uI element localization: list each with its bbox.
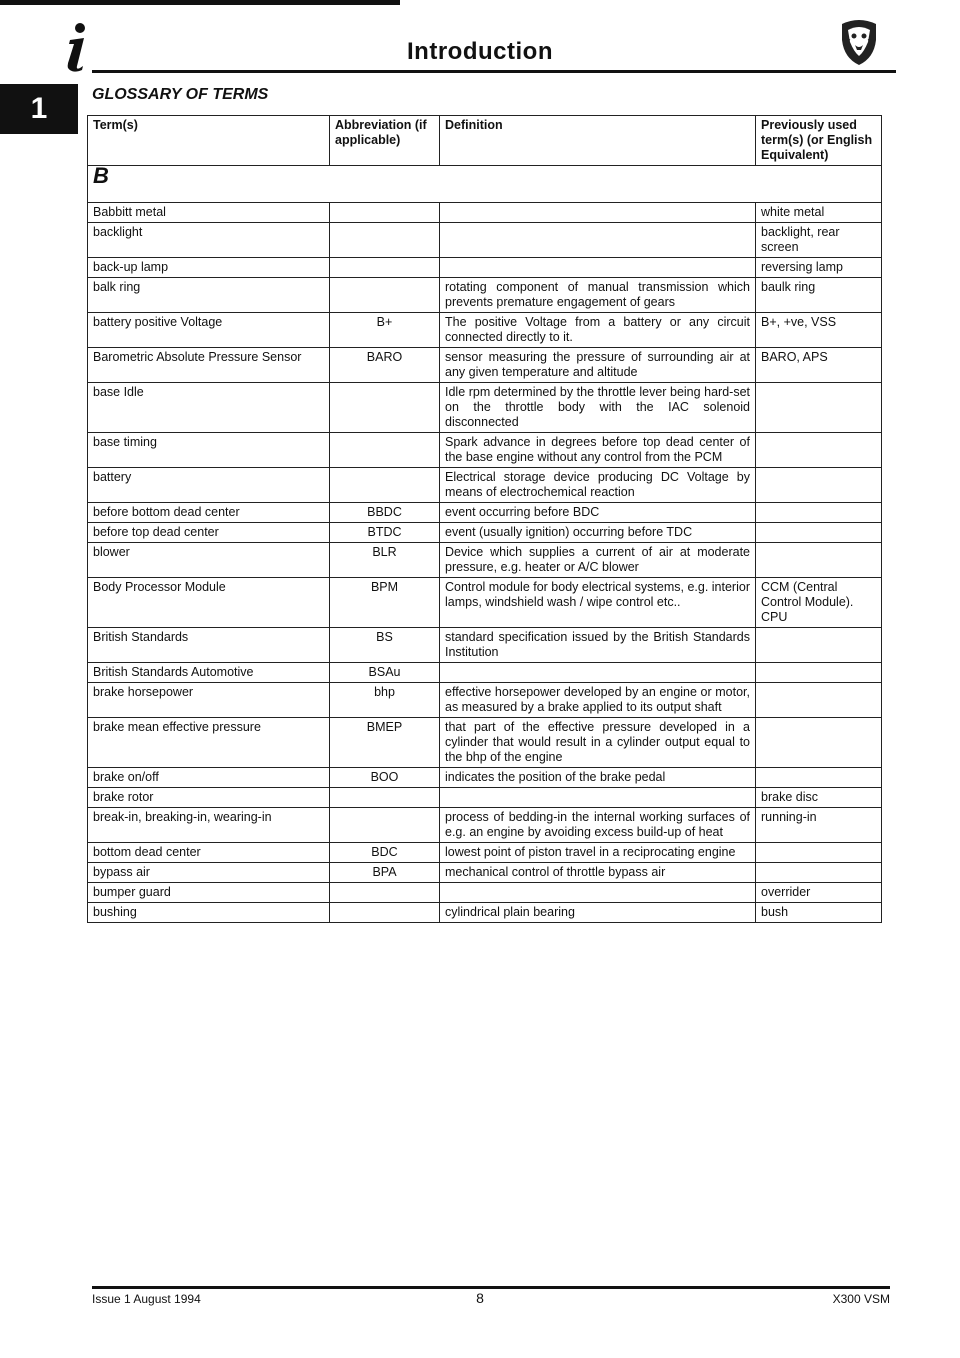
cell-prev — [756, 543, 882, 578]
cell-def: cylindrical plain bearing — [440, 903, 756, 923]
table-row — [88, 883, 882, 903]
cell-def — [440, 788, 756, 808]
cell-prev: reversing lamp — [756, 258, 882, 278]
cell-term: brake horsepower — [88, 683, 330, 718]
column-header-abbreviation: Abbreviation (if applicable) — [330, 116, 440, 166]
cell-abbr: BSAu — [330, 663, 440, 683]
cell-abbr — [330, 468, 440, 503]
cell-def: mechanical control of throttle bypass air — [440, 863, 756, 883]
cell-term: battery positive Voltage — [88, 313, 330, 348]
cell-term: bottom dead center — [88, 843, 330, 863]
page-title: Introduction — [407, 38, 553, 65]
cell-term: backlight — [88, 223, 330, 258]
table-row — [88, 523, 882, 543]
table-row — [88, 578, 882, 628]
cell-prev: B+, +ve, VSS — [756, 313, 882, 348]
cell-prev — [756, 523, 882, 543]
cell-abbr: BMEP — [330, 718, 440, 768]
cell-prev: CCM (Central Control Module). CPU — [756, 578, 882, 628]
footer-document-id: X300 VSM — [832, 1292, 890, 1306]
cell-term: bypass air — [88, 863, 330, 883]
cell-def — [440, 203, 756, 223]
table-row — [88, 768, 882, 788]
cell-prev — [756, 843, 882, 863]
cell-prev — [756, 433, 882, 468]
cell-def: event (usually ignition) occurring before TDC — [440, 523, 756, 543]
table-row — [88, 808, 882, 843]
cell-def: Control module for body electrical systems, e.g. interior lamps, windshield wash / wipe control etc.. — [440, 578, 756, 628]
cell-prev — [756, 718, 882, 768]
cell-term: back-up lamp — [88, 258, 330, 278]
cell-prev: white metal — [756, 203, 882, 223]
cell-prev — [756, 768, 882, 788]
cell-def: lowest point of piston travel in a reciprocating engine — [440, 843, 756, 863]
cell-def: sensor measuring the pressure of surrounding air at any given temperature and altitude — [440, 348, 756, 383]
footer-page-number: 8 — [476, 1290, 484, 1306]
cell-def — [440, 258, 756, 278]
cell-term: British Standards Automotive — [88, 663, 330, 683]
cell-prev: baulk ring — [756, 278, 882, 313]
cell-abbr — [330, 903, 440, 923]
cell-prev — [756, 683, 882, 718]
footer-issue: Issue 1 August 1994 — [92, 1292, 201, 1306]
cell-abbr: B+ — [330, 313, 440, 348]
cell-term: Body Processor Module — [88, 578, 330, 628]
cell-abbr: BPA — [330, 863, 440, 883]
table-row — [88, 628, 882, 663]
cell-abbr — [330, 883, 440, 903]
cell-abbr: BTDC — [330, 523, 440, 543]
cell-def: Electrical storage device producing DC Voltage by means of electrochemical reaction — [440, 468, 756, 503]
cell-def — [440, 223, 756, 258]
cell-abbr: BDC — [330, 843, 440, 863]
cell-abbr: BOO — [330, 768, 440, 788]
section-heading: GLOSSARY OF TERMS — [92, 86, 269, 103]
group-letter: B — [88, 166, 882, 203]
cell-prev — [756, 468, 882, 503]
cell-abbr — [330, 383, 440, 433]
column-header-term: Term(s) — [88, 116, 330, 166]
cell-term: brake mean effective pressure — [88, 718, 330, 768]
cell-prev — [756, 663, 882, 683]
table-row — [88, 433, 882, 468]
cell-def: Spark advance in degrees before top dead center of the base engine without any control from the PCM — [440, 433, 756, 468]
cell-def: indicates the position of the brake pedal — [440, 768, 756, 788]
cell-term: before top dead center — [88, 523, 330, 543]
cell-abbr — [330, 203, 440, 223]
cell-prev: bush — [756, 903, 882, 923]
cell-prev — [756, 863, 882, 883]
table-row — [88, 223, 882, 258]
cell-abbr: bhp — [330, 683, 440, 718]
cell-abbr: BPM — [330, 578, 440, 628]
table-row — [88, 258, 882, 278]
cell-def: standard specification issued by the British Standards Institution — [440, 628, 756, 663]
cell-def: process of bedding-in the internal working surfaces of e.g. an engine by avoiding excess build-up of heat — [440, 808, 756, 843]
cell-term: British Standards — [88, 628, 330, 663]
glossary-table — [87, 115, 882, 923]
cell-abbr — [330, 278, 440, 313]
cell-prev: BARO, APS — [756, 348, 882, 383]
cell-abbr — [330, 808, 440, 843]
table-header-row — [88, 116, 882, 166]
section-number-tab: 1 — [0, 84, 78, 134]
table-row — [88, 313, 882, 348]
cell-def: The positive Voltage from a battery or any circuit connected directly to it. — [440, 313, 756, 348]
table-row — [88, 683, 882, 718]
cell-def — [440, 663, 756, 683]
table-row — [88, 468, 882, 503]
cell-term: Barometric Absolute Pressure Sensor — [88, 348, 330, 383]
cell-term: bushing — [88, 903, 330, 923]
group-letter-row — [88, 166, 882, 203]
table-row — [88, 278, 882, 313]
header-rule — [92, 70, 896, 73]
cell-abbr — [330, 433, 440, 468]
table-row — [88, 788, 882, 808]
cell-def: Idle rpm determined by the throttle lever being hard-set on the throttle body with the IAC solenoid disconnected — [440, 383, 756, 433]
cell-prev: running-in — [756, 808, 882, 843]
cell-term: base timing — [88, 433, 330, 468]
column-header-previous: Previously used term(s) (or English Equivalent) — [756, 116, 882, 166]
cell-abbr: BS — [330, 628, 440, 663]
table-row — [88, 718, 882, 768]
cell-term: brake rotor — [88, 788, 330, 808]
cell-prev: backlight, rear screen — [756, 223, 882, 258]
cell-def — [440, 883, 756, 903]
cell-prev — [756, 503, 882, 523]
cell-abbr: BARO — [330, 348, 440, 383]
table-row — [88, 903, 882, 923]
table-row — [88, 543, 882, 578]
table-row — [88, 863, 882, 883]
cell-term: brake on/off — [88, 768, 330, 788]
cell-term: bumper guard — [88, 883, 330, 903]
cell-def: that part of the effective pressure developed in a cylinder that would result in a cylinder output equal to the bhp of the engine — [440, 718, 756, 768]
cell-abbr — [330, 223, 440, 258]
cell-abbr: BBDC — [330, 503, 440, 523]
table-row — [88, 203, 882, 223]
cell-abbr — [330, 258, 440, 278]
cell-abbr — [330, 788, 440, 808]
cell-prev — [756, 383, 882, 433]
cell-prev — [756, 628, 882, 663]
cell-term: before bottom dead center — [88, 503, 330, 523]
cell-term: base Idle — [88, 383, 330, 433]
cell-prev: brake disc — [756, 788, 882, 808]
cell-abbr: BLR — [330, 543, 440, 578]
table-row — [88, 843, 882, 863]
cell-term: battery — [88, 468, 330, 503]
cell-term: blower — [88, 543, 330, 578]
cell-term: break-in, breaking-in, wearing-in — [88, 808, 330, 843]
cell-term: balk ring — [88, 278, 330, 313]
top-edge-bar — [0, 0, 400, 5]
cell-def: Device which supplies a current of air at moderate pressure, e.g. heater or A/C blower — [440, 543, 756, 578]
table-row — [88, 383, 882, 433]
table-row — [88, 503, 882, 523]
cell-def: effective horsepower developed by an engine or motor, as measured by a brake applied to its output shaft — [440, 683, 756, 718]
table-row — [88, 348, 882, 383]
footer-rule — [92, 1286, 890, 1289]
cell-prev: overrider — [756, 883, 882, 903]
cell-term: Babbitt metal — [88, 203, 330, 223]
table-row — [88, 663, 882, 683]
jaguar-logo-icon — [838, 18, 880, 66]
cell-def: event occurring before BDC — [440, 503, 756, 523]
cell-def: rotating component of manual transmission which prevents premature engagement of gears — [440, 278, 756, 313]
column-header-definition: Definition — [440, 116, 756, 166]
